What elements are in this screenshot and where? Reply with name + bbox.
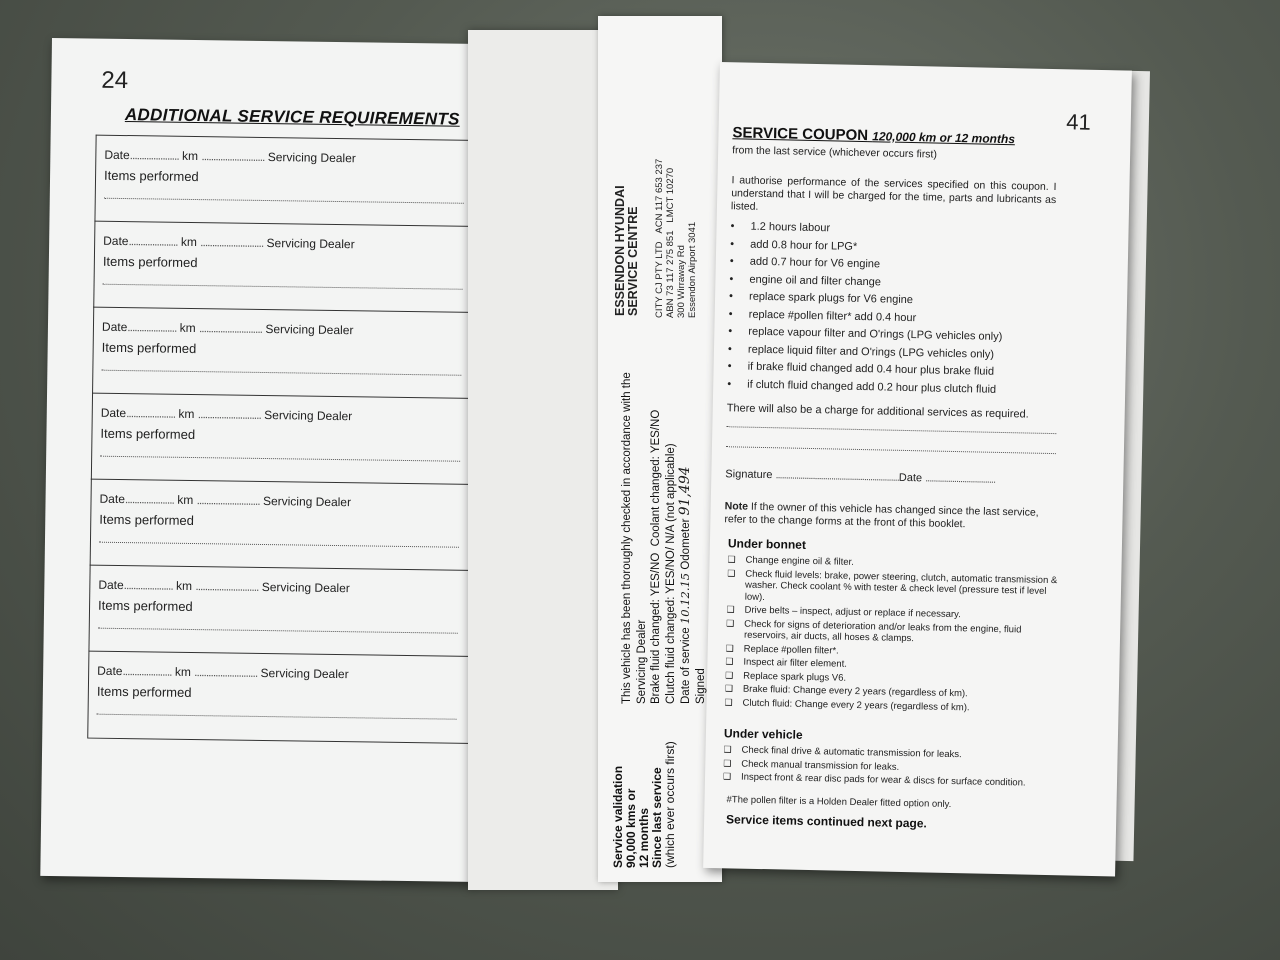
service-entry: Date..................... km ........................... Servicing Dealer Items performed	[88, 565, 486, 658]
coupon-subtitle: from the last service (whichever occurs first)	[732, 144, 938, 161]
authorise-text: I authorise performance of the services specified on this coupon. I understand that I will be charged for the time, parts and lubricants as listed.	[730, 174, 1057, 213]
dealer-label: Servicing Dealer	[266, 236, 355, 252]
date-label: Date	[101, 319, 128, 335]
checklist-item: ❑ Clutch fluid: Change every 2 years (regardless of km).	[724, 697, 1064, 716]
checklist-item: ❑ Drive belts – inspect, adjust or replace if necessary.	[726, 604, 1066, 623]
checklist-item: ❑ Brake fluid: Change every 2 years (regardless of km).	[725, 683, 1065, 702]
coupon-title: SERVICE COUPON 120,000 km or 12 months	[732, 124, 1016, 147]
handwritten-date: 10.12.15	[678, 572, 692, 625]
under-vehicle-heading: Under vehicle	[723, 726, 803, 742]
items-label: Items performed	[102, 253, 198, 271]
torn-coupon-stack	[468, 30, 618, 890]
checklist-item: ❑ Check manual transmission for leaks.	[723, 758, 1063, 777]
write-line	[726, 446, 1056, 454]
checklist-item: ❑ Change engine oil & filter.	[727, 554, 1067, 573]
additional-charge-note: There will also be a charge for additional services as required.	[726, 402, 1029, 421]
list-item: • replace spark plugs for V6 engine	[728, 290, 914, 307]
clutch-fluid-field: Clutch fluid changed: YES/NO/ N/A (not applicable)	[664, 443, 677, 704]
continued-note: Service items continued next page.	[725, 812, 927, 831]
dealer-stamp: ESSENDON HYUNDAI SERVICE CENTRE	[613, 185, 640, 316]
items-label: Items performed	[97, 597, 193, 615]
signature-row: Signature ............................................................Date ..................................	[725, 468, 996, 486]
right-page	[703, 62, 1132, 876]
items-label: Items performed	[96, 683, 192, 701]
list-item: • replace vapour filter and O'rings (LPG vehicles only)	[728, 325, 1003, 343]
validation-coupon	[598, 16, 722, 882]
list-item: • if clutch fluid changed add 0.2 hour plus clutch fluid	[727, 377, 997, 396]
items-label: Items performed	[101, 339, 197, 357]
validation-heading: Service validation 90,000 kms or 12 months Since last service (which ever occurs first)	[611, 741, 677, 868]
date-of-service-field: Date of service	[680, 627, 692, 704]
km-label: km	[175, 578, 193, 594]
date-label: Date	[104, 147, 130, 163]
list-item: • add 0.7 hour for V6 engine	[729, 255, 881, 271]
km-label: km	[174, 664, 191, 680]
checked-statement: This vehicle has been thoroughly checked in accordance with the	[621, 372, 633, 704]
page-heading: ADDITIONAL SERVICE REQUIREMENTS	[124, 105, 460, 129]
dealer-label: Servicing Dealer	[265, 322, 354, 338]
write-line	[100, 446, 460, 462]
coolant-field: Coolant changed: YES/NO	[650, 409, 662, 547]
checklist-item: ❑ Check for signs of deterioration and/or leaks from the engine, fluid reservoirs, air ducts, all hoses & clamps.	[726, 618, 1066, 648]
date-label: Date	[103, 233, 129, 249]
km-label: km	[181, 148, 199, 164]
date-label: Date	[98, 577, 124, 593]
service-entry: Date..................... km ........................... Servicing Dealer Items performed	[93, 221, 491, 314]
left-page	[40, 38, 482, 882]
dealer-label: Servicing Dealer	[262, 493, 352, 510]
km-label: km	[178, 406, 195, 422]
checklist-item: ❑ Check fluid levels: brake, power steering, clutch, automatic transmission & washer. Check coolant % with tester & check level (pressure test if level low).	[727, 568, 1068, 610]
write-line	[97, 704, 457, 720]
service-entry: Date..................... km ........................... Servicing Dealer Items performed	[92, 307, 490, 400]
signed-field: Signed	[694, 668, 707, 704]
handwritten-odometer: 91,494	[677, 466, 693, 516]
service-entry: Date..................... km ........................... Servicing Dealer Items performed	[91, 393, 489, 486]
items-label: Items performed	[103, 167, 199, 185]
write-line	[103, 274, 463, 290]
km-label: km	[180, 234, 197, 250]
checklist-item: ❑ Inspect air filter element.	[725, 656, 1065, 675]
service-entry: Date..................... km ........................... Servicing Dealer Items performed	[90, 479, 488, 572]
under-vehicle-checklist	[723, 744, 1064, 792]
date-label: Date	[99, 491, 126, 507]
write-line	[104, 188, 464, 204]
list-item: • engine oil and filter change	[729, 272, 882, 288]
dealer-stamp-details: CITY CJ PTY LTD ACN 117 653 237 ABN 73 117 275 851 LMCT 10270 300 Wirraway Rd Essendon Airport 3041	[654, 158, 698, 318]
checklist-item: ❑ Check final drive & automatic transmission for leaks.	[723, 744, 1063, 763]
write-line	[99, 532, 459, 548]
list-item: • add 0.8 hour for LPG*	[730, 237, 858, 253]
under-bonnet-checklist	[724, 554, 1067, 717]
brake-fluid-field: Brake fluid changed: YES/NO	[650, 552, 662, 704]
checklist-item: ❑ Replace #pollen filter*.	[726, 643, 1066, 662]
dealer-label: Servicing Dealer	[267, 150, 356, 166]
dealer-label: Servicing Dealer	[261, 579, 350, 596]
odometer-field: Odometer	[680, 518, 692, 570]
checklist-item: ❑ Inspect front & rear disc pads for wear & discs for surface condition.	[723, 771, 1063, 790]
write-line	[98, 618, 458, 634]
km-label: km	[177, 492, 194, 508]
under-bonnet-heading: Under bonnet	[727, 536, 807, 552]
items-label: Items performed	[100, 425, 196, 443]
date-label: Date	[97, 663, 123, 679]
servicing-dealer-field: Servicing Dealer	[635, 619, 648, 704]
page-number: 41	[1066, 109, 1092, 135]
owner-change-note: Note If the owner of this vehicle has changed since the last service, refer to the change forms at the front of this booklet.	[724, 500, 1039, 531]
pollen-filter-footnote: #The pollen filter is a Holden Dealer fitted option only.	[726, 794, 952, 811]
validation-fields	[620, 372, 708, 704]
write-line	[101, 360, 461, 376]
checklist-item: ❑ Replace spark plugs V6.	[725, 670, 1065, 689]
service-entry: Date..................... km ........................... Servicing Dealer Items performed	[87, 651, 485, 745]
list-item: • if brake fluid changed add 0.4 hour plus brake fluid	[727, 360, 995, 378]
page-number: 24	[101, 66, 129, 95]
dealer-label: Servicing Dealer	[264, 408, 353, 424]
list-item: • replace #pollen filter* add 0.4 hour	[728, 307, 917, 324]
service-items-list	[727, 220, 1071, 402]
km-label: km	[179, 320, 196, 336]
dealer-label: Servicing Dealer	[260, 665, 349, 682]
write-line	[726, 426, 1056, 434]
service-entry: Date..................... km ........................... Servicing Dealer Items performed	[94, 135, 492, 228]
date-label: Date	[100, 405, 127, 421]
items-label: Items performed	[99, 511, 195, 529]
list-item: • 1.2 hours labour	[730, 220, 831, 235]
list-item: • replace liquid filter and O'rings (LPG vehicles only)	[727, 342, 995, 361]
